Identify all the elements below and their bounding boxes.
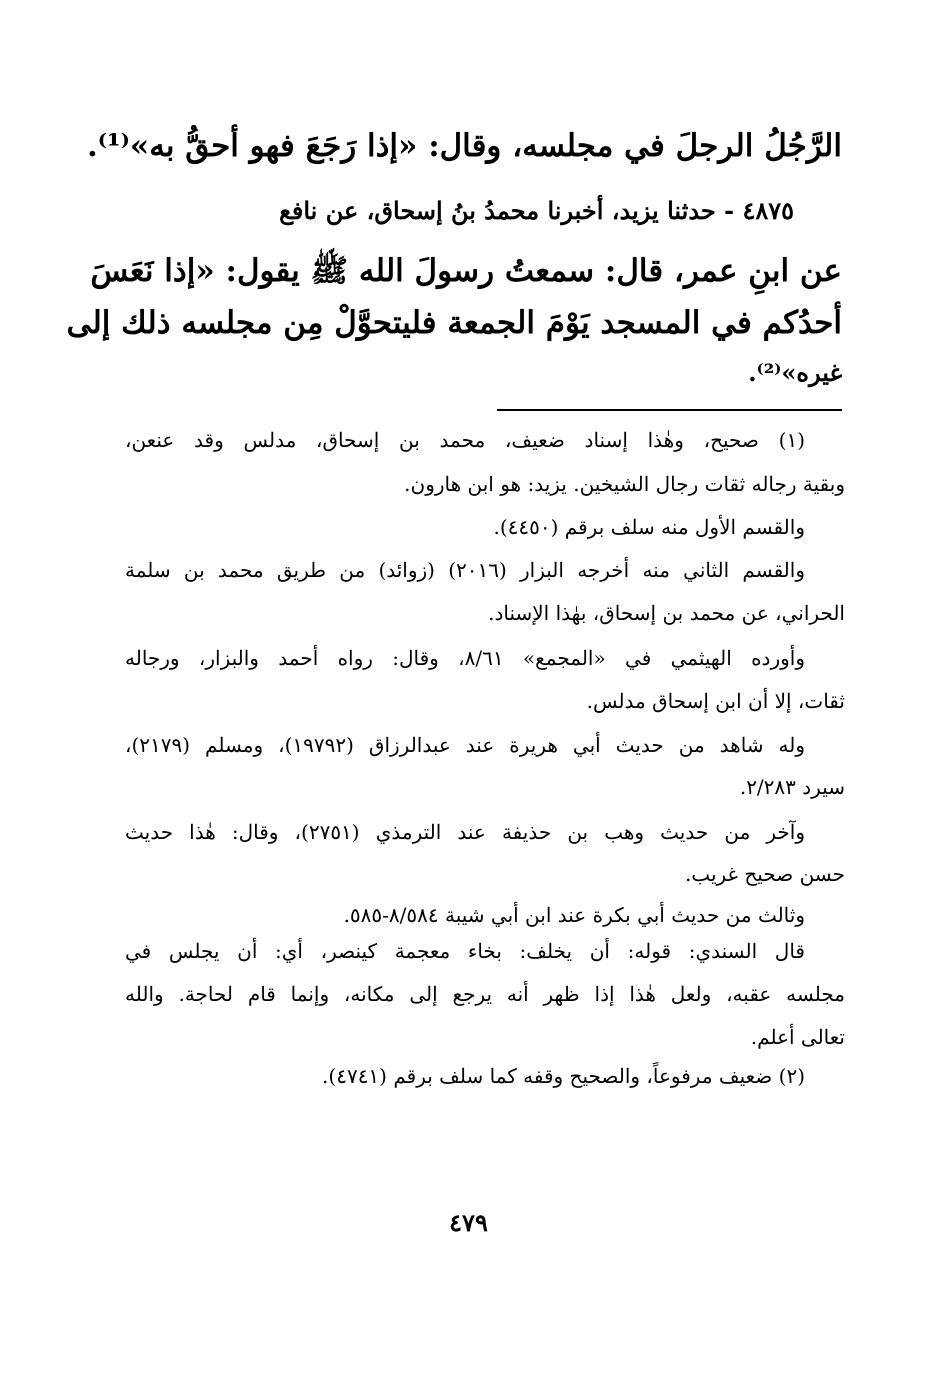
main-text-line-5: غيره»⁽²⁾. (748, 358, 842, 387)
footnote-1-line-4: والقسم الثاني منه أخرجه البزار (٢٠١٦) (زوائد) من طريق محمد بن سلمة (125, 558, 805, 582)
main-text-line-1: الرَّجُلُ الرجلَ في مجلسه، وقال: «إذا رَجَعَ فهو أحقُّ به»⁽¹⁾. (86, 128, 842, 164)
footnote-1-line-6: وأورده الهيثمي في «المجمع» ٨/٦١، وقال: رواه أحمد والبزار، ورجاله (125, 646, 805, 670)
main-text-line-3: عن ابنِ عمر، قال: سمعتُ رسولَ الله ﷺ يقول: «إذا نَعَسَ (90, 253, 842, 289)
footnote-1-line-2: وبقية رجاله ثقات رجال الشيخين. يزيد: هو ابن هارون. (404, 472, 845, 496)
page-number: ٤٧٩ (449, 1208, 488, 1237)
main-text-line-4: أحدُكم في المسجد يَوْمَ الجمعة فليتحوَّلْ مِن مجلسه ذلك إلى (66, 305, 842, 341)
footnote-1-line-12: وثالث من حديث أبي بكرة عند ابن أبي شيبة ٨/٥٨٤-٥٨٥. (343, 903, 805, 927)
footnote-1-line-7: ثقات، إلا أن ابن إسحاق مدلس. (586, 689, 845, 713)
hadith-header: ٤٨٧٥ - حدثنا يزيد، أخبرنا محمدُ بنُ إسحاق، عن نافع (279, 196, 794, 225)
footnote-1-line-10: وآخر من حديث وهب بن حذيفة عند الترمذي (٢٧٥١)، وقال: هٰذا حديث (125, 820, 805, 844)
footnote-1-line-13: قال السندي: قوله: أن يخلف: بخاء معجمة كينصر، أي: أن يجلس في (125, 939, 805, 963)
footnote-1-line-1: (١) صحيح، وهٰذا إسناد ضعيف، محمد بن إسحاق، مدلس وقد عنعن، (125, 428, 805, 452)
footnote-1-line-11: حسن صحيح غريب. (684, 862, 845, 886)
footnote-2-line-1: (٢) ضعيف مرفوعاً، والصحيح وقفه كما سلف برقم (٤٧٤١). (322, 1064, 805, 1088)
footnote-1-line-5: الحراني، عن محمد بن إسحاق، بهٰذا الإسناد. (488, 601, 845, 625)
footnote-1-line-9: سيرد ٢/٢٨٣. (739, 775, 845, 799)
footnote-1-line-14: مجلسه عقبه، ولعل هٰذا إذا ظهر أنه يرجع إلى مكانه، وإنما قام لحاجة. والله (125, 982, 845, 1006)
footnote-1-line-8: وله شاهد من حديث أبي هريرة عند عبدالرزاق (١٩٧٩٢)، ومسلم (٢١٧٩)، (125, 733, 806, 757)
footnote-1-line-15: تعالى أعلم. (750, 1025, 845, 1049)
footnote-separator (497, 409, 842, 411)
footnote-1-line-3: والقسم الأول منه سلف برقم (٤٤٥٠). (493, 515, 805, 539)
